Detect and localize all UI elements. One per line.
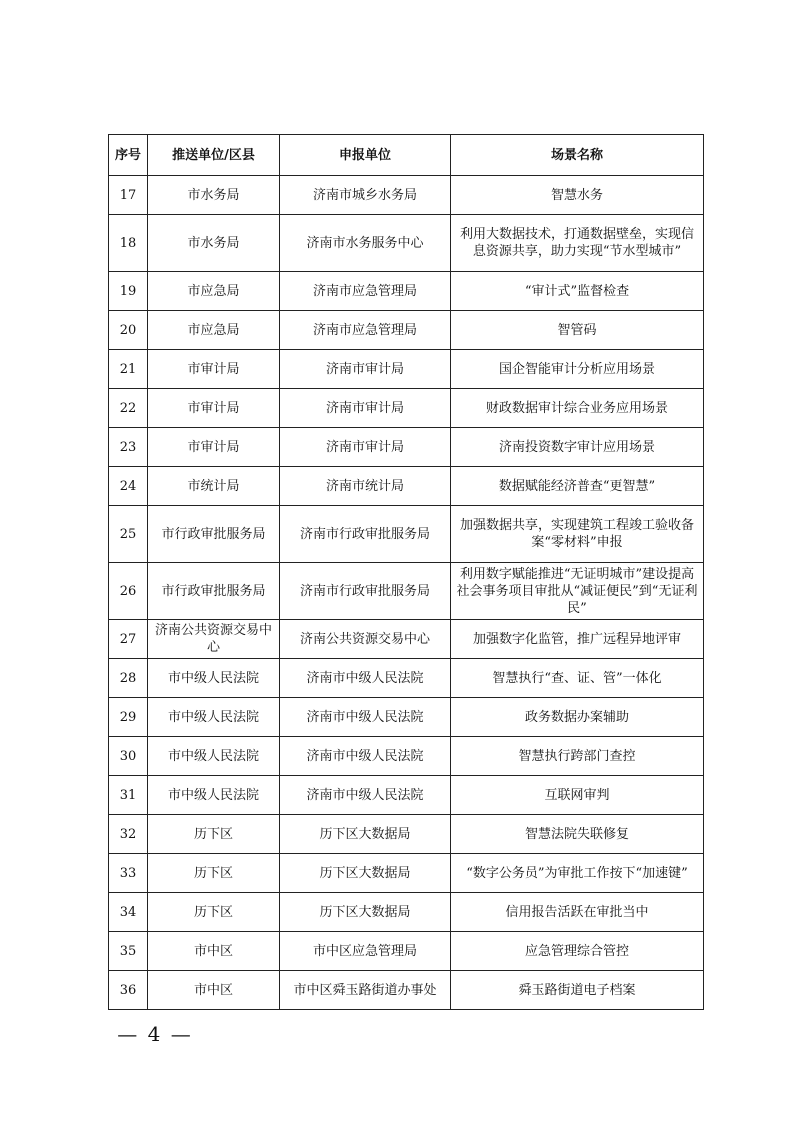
applicant-unit-cell: 济南市应急管理局 [280,311,451,350]
row-index: 22 [109,389,148,428]
pushing-unit-cell: 市水务局 [148,176,280,215]
scene-name-cell: “审计式”监督检查 [451,272,704,311]
pushing-unit-cell: 市水务局 [148,215,280,272]
row-index: 21 [109,350,148,389]
scene-name-cell: 济南投资数字审计应用场景 [451,428,704,467]
scene-name-cell: 智慧法院失联修复 [451,815,704,854]
pushing-unit-cell: 市审计局 [148,350,280,389]
row-index: 28 [109,659,148,698]
scene-name-cell: 加强数据共享，实现建筑工程竣工验收备案“零材料”申报 [451,506,704,563]
row-index: 18 [109,215,148,272]
row-index: 19 [109,272,148,311]
applicant-unit-cell: 历下区大数据局 [280,854,451,893]
row-index: 27 [109,620,148,659]
applicant-unit-cell: 济南市行政审批服务局 [280,563,451,620]
row-index: 35 [109,932,148,971]
scene-table [108,134,704,1010]
applicant-unit-cell: 济南市中级人民法院 [280,659,451,698]
applicant-unit-cell: 济南市审计局 [280,350,451,389]
page-number: — 4 — [117,1022,193,1046]
scene-name-cell: 智慧执行跨部门查控 [451,737,704,776]
table-row [109,563,704,620]
table-row [109,620,704,659]
pushing-unit-cell: 市中级人民法院 [148,737,280,776]
applicant-unit-cell: 市中区舜玉路街道办事处 [280,971,451,1010]
pushing-unit-cell: 市应急局 [148,272,280,311]
row-index: 31 [109,776,148,815]
table-row [109,776,704,815]
table-row [109,311,704,350]
scene-name-cell: 利用数字赋能推进“无证明城市”建设提高社会事务项目审批从“减证便民”到“无证利民” [451,563,704,620]
table-row [109,350,704,389]
pushing-unit-cell: 济南公共资源交易中心 [148,620,280,659]
table-row [109,854,704,893]
applicant-unit-cell: 历下区大数据局 [280,893,451,932]
scene-name-cell: 财政数据审计综合业务应用场景 [451,389,704,428]
table-row [109,215,704,272]
table-row [109,815,704,854]
scene-name-cell: 智慧水务 [451,176,704,215]
pushing-unit-cell: 历下区 [148,893,280,932]
scene-name-cell: 智管码 [451,311,704,350]
table-row [109,428,704,467]
applicant-unit-cell: 济南市统计局 [280,467,451,506]
row-index: 24 [109,467,148,506]
row-index: 25 [109,506,148,563]
row-index: 17 [109,176,148,215]
row-index: 34 [109,893,148,932]
pushing-unit-cell: 市行政审批服务局 [148,563,280,620]
header-applicant-unit: 申报单位 [280,135,451,176]
applicant-unit-cell: 济南公共资源交易中心 [280,620,451,659]
applicant-unit-cell: 济南市审计局 [280,389,451,428]
pushing-unit-cell: 市行政审批服务局 [148,506,280,563]
row-index: 20 [109,311,148,350]
applicant-unit-cell: 济南市中级人民法院 [280,737,451,776]
table-row [109,506,704,563]
row-index: 30 [109,737,148,776]
pushing-unit-cell: 市中级人民法院 [148,776,280,815]
scene-name-cell: 加强数字化监管，推广远程异地评审 [451,620,704,659]
applicant-unit-cell: 历下区大数据局 [280,815,451,854]
scene-name-cell: 信用报告活跃在审批当中 [451,893,704,932]
applicant-unit-cell: 济南市水务服务中心 [280,215,451,272]
row-index: 33 [109,854,148,893]
table-row [109,389,704,428]
row-index: 26 [109,563,148,620]
row-index: 36 [109,971,148,1010]
scene-name-cell: 数据赋能经济普查“更智慧” [451,467,704,506]
scene-name-cell: 国企智能审计分析应用场景 [451,350,704,389]
row-index: 32 [109,815,148,854]
pushing-unit-cell: 市应急局 [148,311,280,350]
applicant-unit-cell: 济南市城乡水务局 [280,176,451,215]
header-scene-name: 场景名称 [451,135,704,176]
pushing-unit-cell: 市中级人民法院 [148,698,280,737]
pushing-unit-cell: 历下区 [148,854,280,893]
pushing-unit-cell: 市中区 [148,932,280,971]
scene-name-cell: 互联网审判 [451,776,704,815]
scene-name-cell: 应急管理综合管控 [451,932,704,971]
table-row [109,659,704,698]
applicant-unit-cell: 济南市行政审批服务局 [280,506,451,563]
table-row [109,737,704,776]
table-row [109,698,704,737]
pushing-unit-cell: 市审计局 [148,389,280,428]
scene-name-cell: 智慧执行“查、证、管”一体化 [451,659,704,698]
row-index: 23 [109,428,148,467]
table-row [109,893,704,932]
applicant-unit-cell: 济南市中级人民法院 [280,776,451,815]
pushing-unit-cell: 市统计局 [148,467,280,506]
table-row [109,932,704,971]
applicant-unit-cell: 济南市应急管理局 [280,272,451,311]
row-index: 29 [109,698,148,737]
table-row [109,176,704,215]
table-row [109,467,704,506]
table-row [109,272,704,311]
table-header-row [109,135,704,176]
applicant-unit-cell: 济南市审计局 [280,428,451,467]
table-row [109,971,704,1010]
pushing-unit-cell: 历下区 [148,815,280,854]
scene-name-cell: 政务数据办案辅助 [451,698,704,737]
applicant-unit-cell: 市中区应急管理局 [280,932,451,971]
pushing-unit-cell: 市审计局 [148,428,280,467]
header-pushing-unit: 推送单位/区县 [148,135,280,176]
pushing-unit-cell: 市中级人民法院 [148,659,280,698]
scene-name-cell: 利用大数据技术，打通数据壁垒，实现信息资源共享，助力实现“节水型城市” [451,215,704,272]
scene-name-cell: 舜玉路街道电子档案 [451,971,704,1010]
header-index: 序号 [109,135,148,176]
pushing-unit-cell: 市中区 [148,971,280,1010]
applicant-unit-cell: 济南市中级人民法院 [280,698,451,737]
scene-name-cell: “数字公务员”为审批工作按下“加速键” [451,854,704,893]
